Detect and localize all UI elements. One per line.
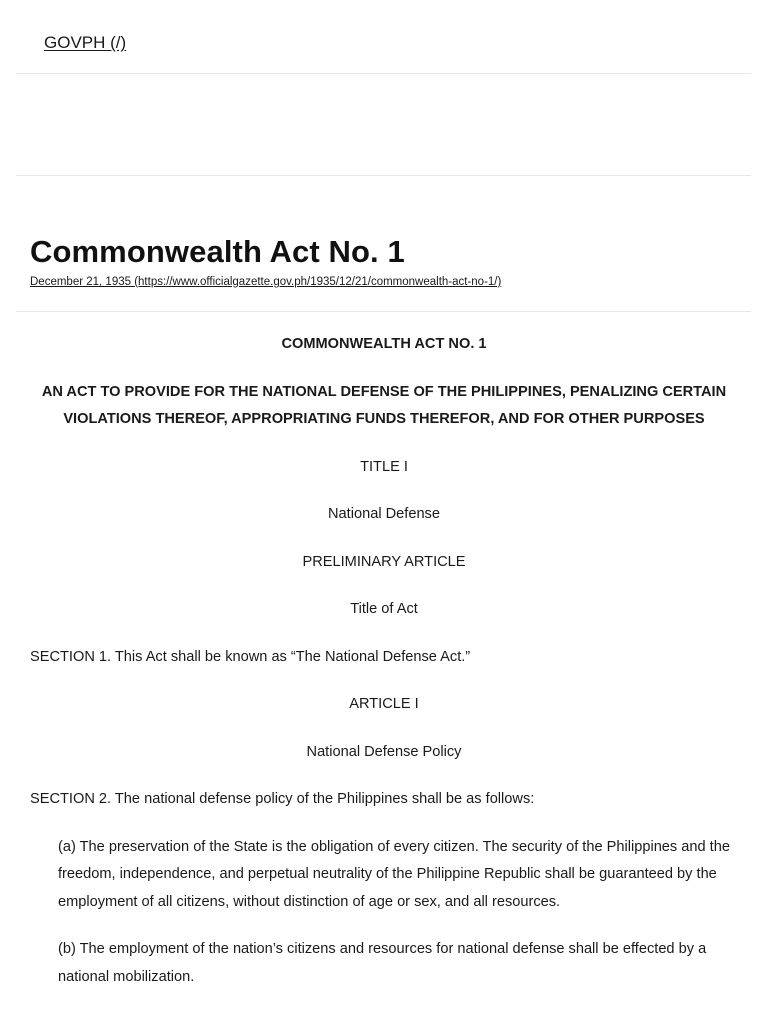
page-title: Commonwealth Act No. 1 xyxy=(30,234,405,269)
act-heading: COMMONWEALTH ACT NO. 1 xyxy=(281,336,487,352)
govph-link[interactable]: GOVPH (/) xyxy=(44,33,127,52)
title-heading: TITLE I xyxy=(360,458,408,475)
banner-area xyxy=(16,74,751,176)
date-link[interactable]: December 21, 1935 (https://www.officialgazette.gov.ph/1935/12/21/commonwealth-act-no-1/) xyxy=(30,276,502,288)
preliminary-article-heading: PRELIMINARY ARTICLE xyxy=(302,553,466,570)
article-body xyxy=(30,331,738,1011)
section-2-clause-a: (a) The preservation of the State is the obligation of every citizen. The security of the Philippines and the freedom, independence, and perpetual neutrality of the Philippine Republic shall be guaranteed by the employment of all citizens, without distinction of age or sex, and all resources. xyxy=(58,838,730,910)
section-1-paragraph: SECTION 1. This Act shall be known as “The National Defense Act.” xyxy=(30,648,471,665)
top-navigation-bar xyxy=(16,0,751,74)
article-name: National Defense Policy xyxy=(306,743,462,760)
title-name: National Defense xyxy=(328,506,440,522)
section-2-clause-b: (b) The employment of the nation’s citizens and resources for national defense shall be effected by a national mobilization. xyxy=(58,941,707,985)
title-of-act-heading: Title of Act xyxy=(350,601,418,617)
section-2-paragraph: SECTION 2. The national defense policy of the Philippines shall be as follows: xyxy=(30,791,535,807)
article-heading: ARTICLE I xyxy=(349,696,419,712)
act-subtitle: AN ACT TO PROVIDE FOR THE NATIONAL DEFENSE OF THE PHILIPPINES, PENALIZING CERTAIN VIOLATIONS THEREOF, APPROPRIATING FUNDS THEREFOR, AND FOR OTHER PURPOSES xyxy=(41,383,727,427)
article-header xyxy=(16,176,751,312)
